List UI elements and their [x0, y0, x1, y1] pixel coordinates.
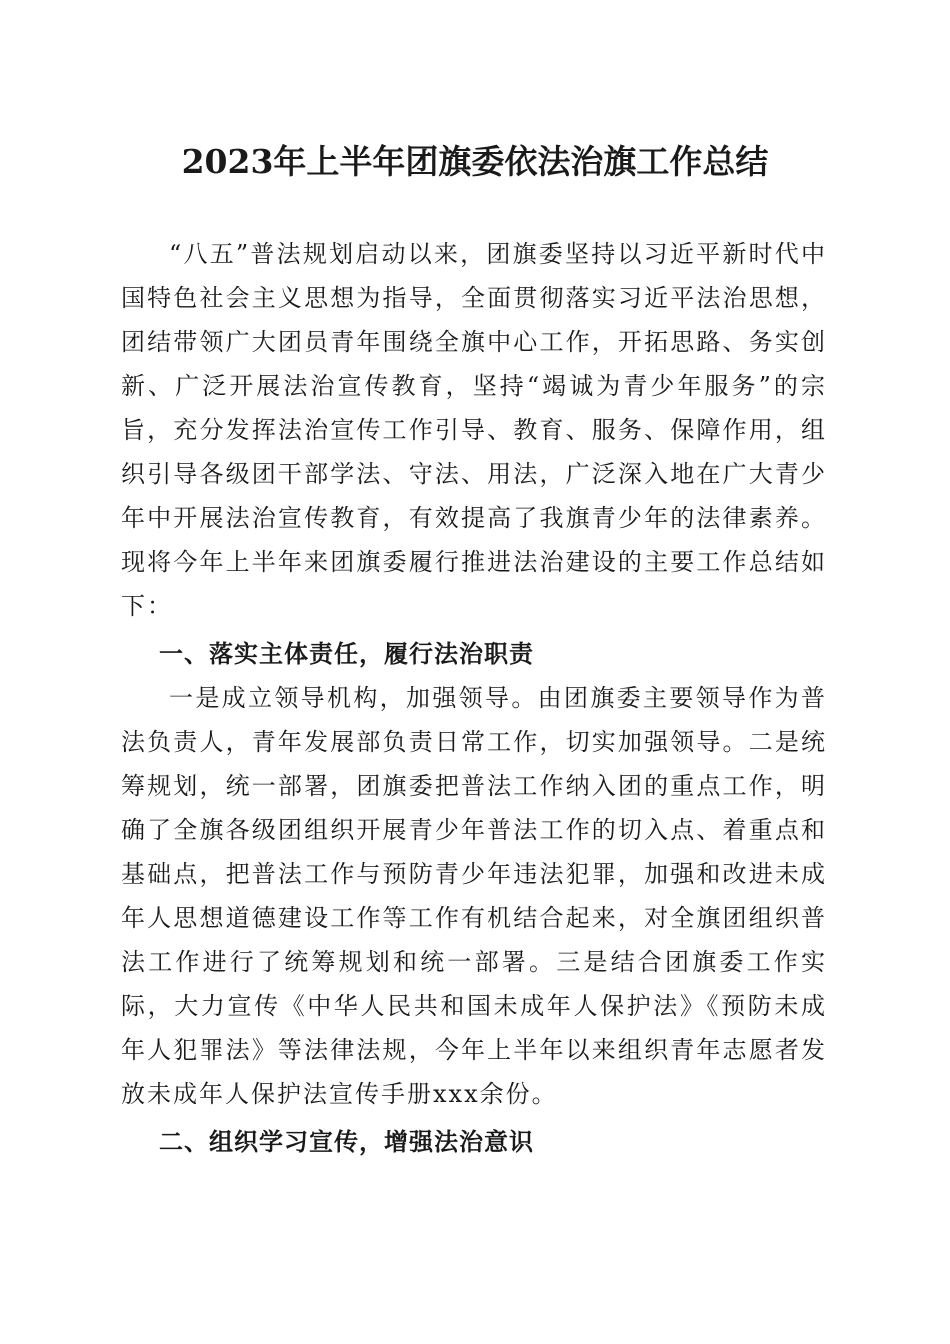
document-title: 2023年上半年团旗委依法治旗工作总结 — [181, 142, 769, 181]
section-1-lead: 一是成立领导机构，加强领导。 — [169, 684, 538, 712]
document-body — [121, 232, 827, 1164]
section-2-heading: 二、组织学习宣传，增强法治意识 — [159, 1128, 534, 1156]
section-1-body: 由团旗委主要领导作为普法负责人，青年发展部负责日常工作，切实加强领导。二是统筹规划，统一部署，团旗委把普法工作纳入团的重点工作，明确了全旗各级团组织开展青少年普法工作的切入点、着重点和基础点，把普法工作与预防青少年违法犯罪，加强和改进未成年人思想道德建设工作等工作有机结合起来，对全旗团组织普法工作进行了统筹规划和统一部署。三是结合团旗委工作实际，大力宣传《中华人民共和国未成年人保护法》《预防未成年人犯罪法》等法律法规，今年上半年以来组织青年志愿者发放未成年人保护法宣传手册xxx余份。 — [121, 684, 828, 1108]
section-1-paragraph — [121, 676, 827, 1116]
section-1-heading: 一、落实主体责任，履行法治职责 — [159, 640, 534, 668]
intro-paragraph: “八五”普法规划启动以来，团旗委坚持以习近平新时代中国特色社会主义思想为指导，全面贯彻落实习近平法治思想，团结带领广大团员青年围绕全旗中心工作，开拓思路、务实创新、广泛开展法治宣传教育，坚持“竭诚为青少年服务”的宗旨，充分发挥法治宣传工作引导、教育、服务、保障作用，组织引导各级团干部学法、守法、用法，广泛深入地在广大青少年中开展法治宣传教育，有效提高了我旗青少年的法律素养。现将今年上半年来团旗委履行推进法治建设的主要工作总结如下： — [121, 240, 827, 620]
